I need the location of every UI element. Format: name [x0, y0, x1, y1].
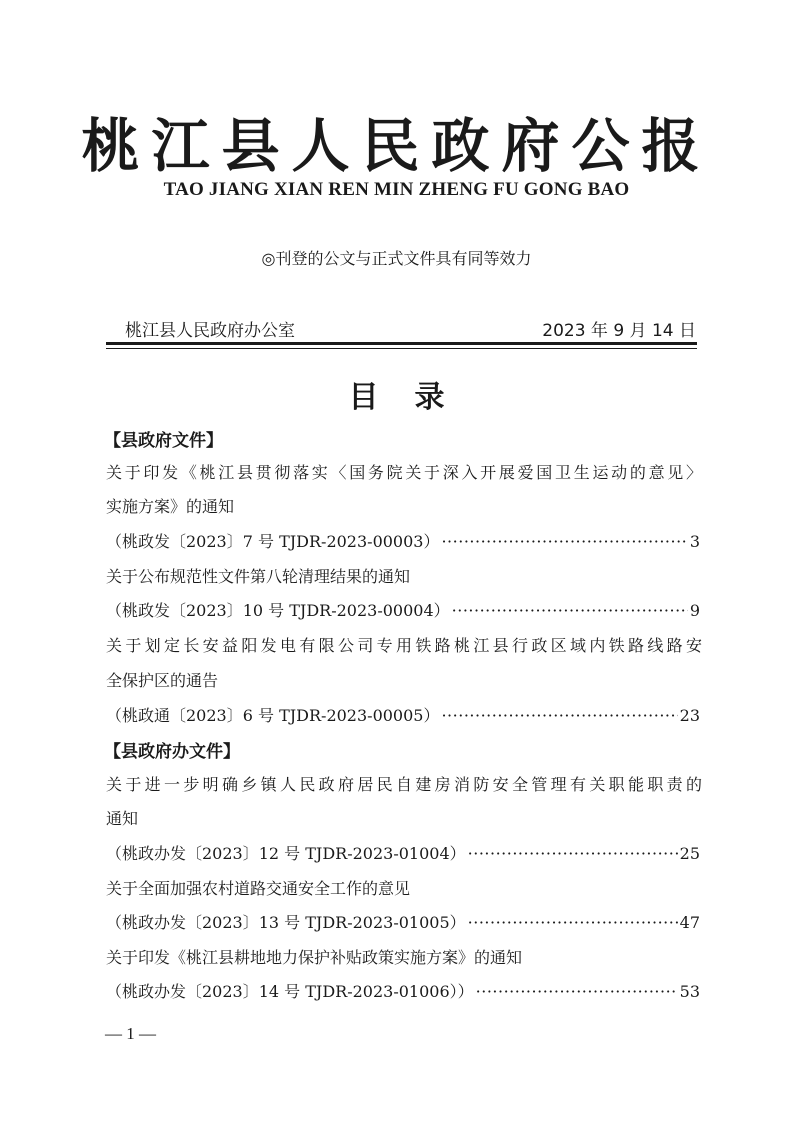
- dot-leader: [468, 913, 678, 932]
- toc-entry-ref-line[interactable]: [106, 841, 700, 864]
- toc-entry-page: 9: [689, 601, 700, 620]
- toc-entry-title[interactable]: 通知: [106, 809, 139, 828]
- toc-entry-page: 47: [679, 913, 700, 932]
- masthead-title: 桃江县人民政府公报: [81, 112, 712, 180]
- toc-entry-title[interactable]: 关于印发《桃江县耕地地力保护补贴政策实施方案》的通知: [106, 948, 523, 967]
- dot-leader: [441, 706, 677, 725]
- dot-leader: [452, 601, 688, 620]
- toc-entry-title[interactable]: 关于划定长安益阳发电有限公司专用铁路桃江县行政区域内铁路线路安: [106, 636, 702, 655]
- section-heading-county-gov: 【县政府文件】: [104, 431, 223, 451]
- dot-leader: [468, 844, 678, 863]
- toc-entry-doc-ref: （桃政发〔2023〕7 号 TJDR-2023-00003）: [106, 532, 440, 551]
- toc-entry-ref-line[interactable]: [106, 598, 700, 621]
- toc-entry-page: 3: [689, 532, 700, 551]
- toc-entry-ref-line[interactable]: [106, 703, 700, 726]
- toc-title: 目录: [348, 380, 481, 415]
- page-number: — 1 —: [105, 1024, 156, 1043]
- section-heading-county-gov-office: 【县政府办文件】: [104, 742, 240, 762]
- toc-entry-ref-line[interactable]: [106, 910, 700, 933]
- toc-entry-doc-ref: （桃政办发〔2023〕12 号 TJDR-2023-01004）: [106, 844, 466, 863]
- toc-entry-ref-line[interactable]: [106, 529, 700, 552]
- masthead-pinyin: TAO JIANG XIAN REN MIN ZHENG FU GONG BAO: [163, 179, 630, 200]
- toc-entry-page: 53: [679, 982, 700, 1001]
- toc-entry-ref-line[interactable]: [106, 979, 700, 1002]
- toc-entry-page: 23: [679, 706, 700, 725]
- toc-entry-doc-ref: （桃政通〔2023〕6 号 TJDR-2023-00005）: [106, 706, 440, 725]
- toc-entry-title[interactable]: 关于进一步明确乡镇人民政府居民自建房消防安全管理有关职能职责的: [106, 775, 702, 794]
- toc-entry-title[interactable]: 全保护区的通告: [106, 671, 219, 690]
- toc-entry-doc-ref: （桃政发〔2023〕10 号 TJDR-2023-00004）: [106, 601, 450, 620]
- toc-entry-title[interactable]: 关于公布规范性文件第八轮清理结果的通知: [106, 567, 411, 586]
- issuing-office: 桃江县人民政府办公室: [125, 321, 295, 341]
- header-rule-thin: [106, 348, 697, 349]
- toc-entry-doc-ref: （桃政办发〔2023〕14 号 TJDR-2023-01006））: [106, 982, 474, 1001]
- issue-date: 2023 年 9 月 14 日: [542, 321, 696, 341]
- validity-notice: ◎刊登的公文与正式文件具有同等效力: [261, 249, 532, 268]
- toc-entry-page: 25: [679, 844, 700, 863]
- toc-entry-title[interactable]: 关于印发《桃江县贯彻落实〈国务院关于深入开展爱国卫生运动的意见〉: [106, 463, 702, 482]
- header-rule-thick: [106, 342, 697, 345]
- toc-entry-doc-ref: （桃政办发〔2023〕13 号 TJDR-2023-01005）: [106, 913, 466, 932]
- dot-leader: [476, 982, 678, 1001]
- toc-entry-title[interactable]: 实施方案》的通知: [106, 497, 235, 516]
- toc-entry-title[interactable]: 关于全面加强农村道路交通安全工作的意见: [106, 879, 411, 898]
- dot-leader: [441, 532, 687, 551]
